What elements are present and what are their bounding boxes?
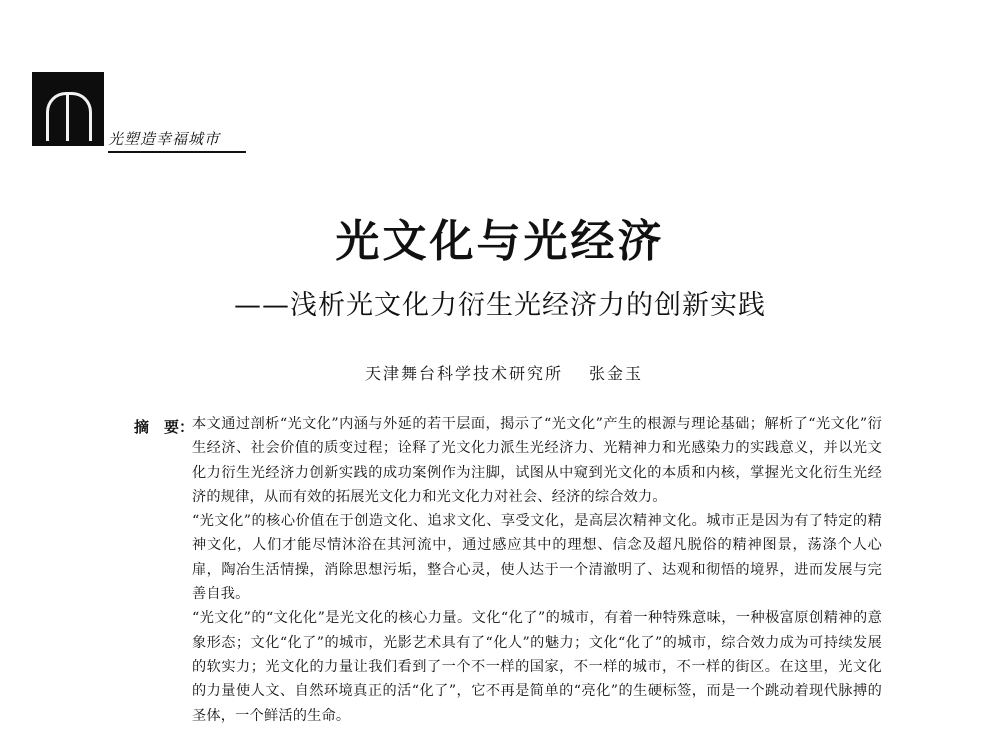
abstract-paragraph: “光文化”的核心价值在于创造文化、追求文化、享受文化，是高层次精神文化。城市正是因为有了特定的精神文化，人们才能尽情沐浴在其河流中，通过感应其中的理想、信念及超凡脱俗的精神图景，荡涤个人心扉，陶冶生活情操，消除思想污垢，整合心灵，使人达于一个清澈明了、达观和彻悟的境界，进而发展与完善自我。 (192, 513, 882, 603)
institution: 天津舞台科学技术研究所 (365, 364, 564, 383)
article-title: 光文化与光经济 (335, 216, 665, 267)
abstract-paragraph: “光文化”的“文化化”是光文化的核心力量。文化“化了”的城市，有着一种特殊意味，一种极富原创精神的意象形态；文化“化了”的城市，光影艺术具有了“化人”的魅力；文化“化了”的城市，综合效力成为可持续发展的软实力；光文化的力量让我们看到了一个不一样的国家，不一样的城市，不一样的街区。在这里，光文化的力量使人文、自然环境真正的活“化了”，它不再是简单的“亮化”的生硬标签，而是一个跳动着现代脉搏的圣体，一个鲜活的生命。 (192, 610, 882, 724)
arch-window-icon (46, 92, 92, 141)
abstract-label: 摘 要： (134, 418, 195, 436)
abstract-paragraph: 本文通过剖析“光文化”内涵与外延的若干层面，揭示了“光文化”产生的根源与理论基础；解析了“光文化”衍生经济、社会价值的质变过程；诠释了光文化力派生光经济力、光精神力和光感染力的实践意义，并以光文化力衍生光经济力创新实践的成功案例作为注脚，试图从中窥到光文化的本质和内核，掌握光文化衍生光经济的规律，从而有效的拓展光文化力和光文化力对社会、经济的综合效力。 (192, 416, 882, 505)
author: 张金玉 (589, 364, 644, 383)
byline (365, 361, 643, 384)
abstract-body (192, 412, 882, 728)
section-logo-image (32, 72, 104, 146)
article-subtitle: ——浅析光文化力衍生光经济力的创新实践 (234, 290, 766, 321)
section-label: 光塑造幸福城市 (108, 128, 246, 153)
